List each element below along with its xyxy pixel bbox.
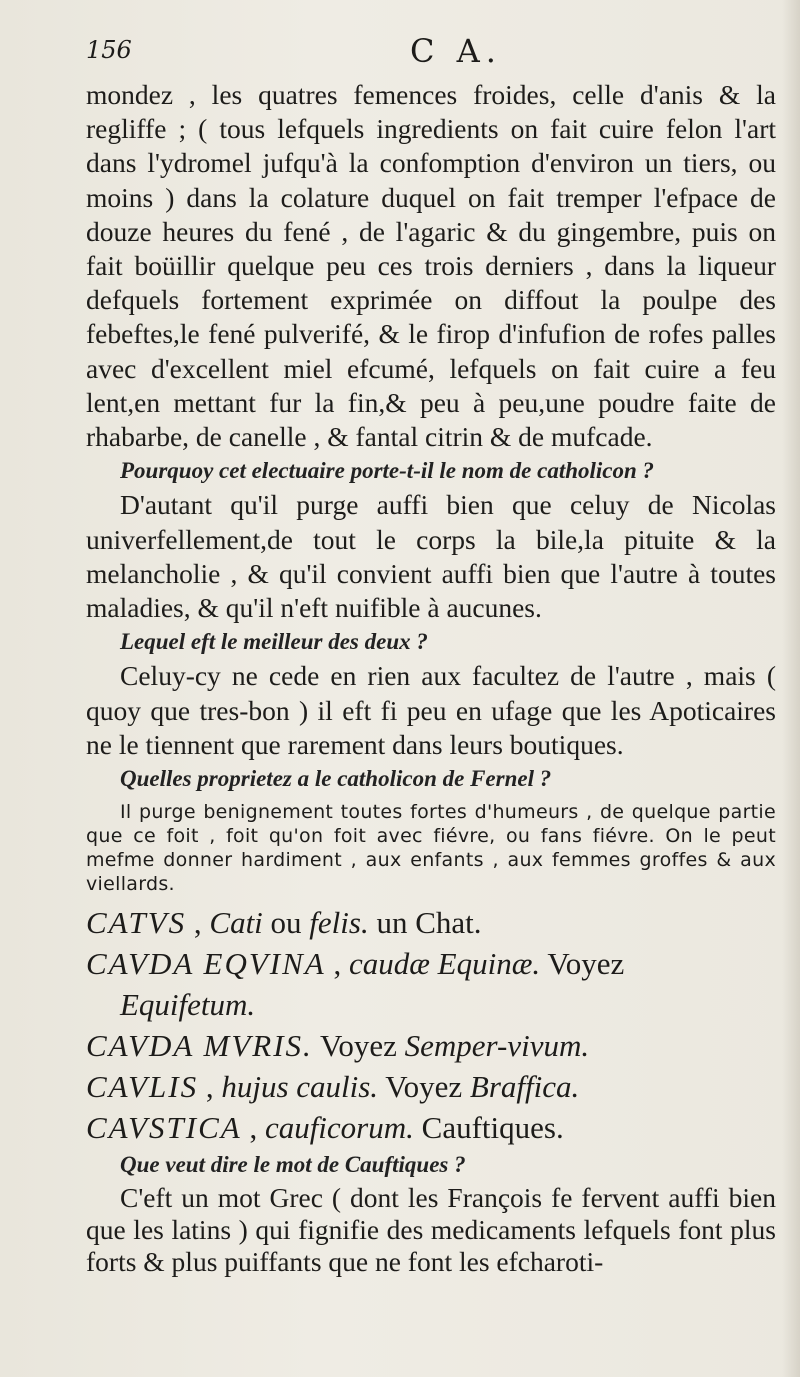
page-edge-shadow	[782, 0, 800, 1377]
see-reference: Voyez	[312, 1028, 405, 1064]
page-number: 156	[86, 36, 132, 64]
latin-form: cauficorum.	[264, 1110, 414, 1146]
latin-form: hujus caulis.	[221, 1069, 379, 1105]
entry-caustica	[86, 1107, 776, 1148]
headword-caulis: CAVLIS	[86, 1069, 199, 1105]
question-catholicon-name: Pourquoy cet electuaire porte-t-il le nom de catholicon ?	[120, 458, 655, 484]
entry-catus	[86, 902, 776, 943]
separator: ,	[325, 946, 349, 982]
headword-catus: CATVS	[86, 905, 187, 941]
entry-cauda-muris	[86, 1025, 776, 1066]
french-gloss: un Chat.	[368, 905, 482, 941]
entry-cauda-equina	[86, 943, 776, 1025]
cross-reference: Semper-vivum.	[404, 1028, 590, 1064]
cross-reference: Braffica.	[469, 1069, 580, 1105]
paragraph-recipe: mondez , les quatres femences froides, celle d'anis & la regliffe ; ( tous lefquels ingredients on fait cuire felon l'art dans l'ydromel jufqu'à la confomption d'environ un tiers, ou moins ) dans la colature duquel on fait tremper l'efpace de douze heures du fené , de l'agaric & du gingembre, puis on fait boüillir quelque peu ces trois derniers , dans la liqueur defquels fortement exprimée on diffout la poulpe des febeftes,le fené pulverifé, & le firop d'infufion de rofes palles avec d'excellent miel efcumé, lefquels on fait cuire a feu lent,en mettant fur la fin,& peu à peu,une poudre faite de rhabarbe, de canelle , & fantal citrin & de mufcade.	[86, 79, 776, 453]
see-reference: Voyez	[378, 1069, 470, 1105]
answer-fernel-properties: Il purge benignement toutes fortes d'humeurs , de quelque partie que ce foit , foit qu'on foit avec fiévre, ou fans fiévre. On le peut mefme donner hardiment , aux enfants , aux femmes groffes & aux viellards.	[86, 801, 776, 896]
page-header	[86, 32, 766, 76]
connector: ou	[262, 905, 310, 941]
question-caustiques: Que veut dire le mot de Cauftiques ?	[120, 1152, 466, 1178]
answer-best-of-two: Celuy-cy ne cede en rien aux facultez de l'autre , mais ( quoy que tres-bon ) il eft fi peu en ufage que les Apoticaires ne le tiennent que rarement dans leurs boutiques.	[86, 660, 776, 760]
page-text	[86, 78, 776, 1278]
entry-caulis	[86, 1066, 776, 1107]
question-best-of-two: Lequel eft le meilleur des deux ?	[120, 629, 428, 655]
question-fernel-properties: Quelles proprietez a le catholicon de Fernel ?	[120, 766, 552, 792]
latin-form-2: felis.	[309, 905, 369, 941]
answer-caustiques: C'eft un mot Grec ( dont les François fe fervent auffi bien que les latins ) qui fignifie des medicaments lefquels font plus forts & plus puiffants que ne font les efcharoti-	[86, 1182, 776, 1278]
separator: ,	[198, 1069, 222, 1105]
see-reference: Voyez	[540, 946, 625, 982]
french-gloss: Cauftiques.	[413, 1110, 564, 1146]
running-head: C A.	[410, 32, 502, 70]
latin-form: Cati	[209, 905, 263, 941]
headword-cauda-equina: CAVDA EQVINA	[86, 946, 326, 982]
separator: ,	[186, 905, 210, 941]
answer-catholicon-name: D'autant qu'il purge auffi bien que celuy de Nicolas univerfellement,de tout le corps la bile,la pituite & la melancholie , & qu'il convient auffi bien que l'autre à toutes maladies, & qu'il n'eft nuifible à aucunes.	[86, 489, 776, 624]
cross-reference: Equifetum.	[120, 987, 256, 1023]
latin-form: caudæ Equinæ.	[348, 946, 541, 982]
headword-cauda-muris: CAVDA MVRIS.	[86, 1028, 313, 1064]
separator: ,	[241, 1110, 265, 1146]
headword-caustica: CAVSTICA	[86, 1110, 242, 1146]
